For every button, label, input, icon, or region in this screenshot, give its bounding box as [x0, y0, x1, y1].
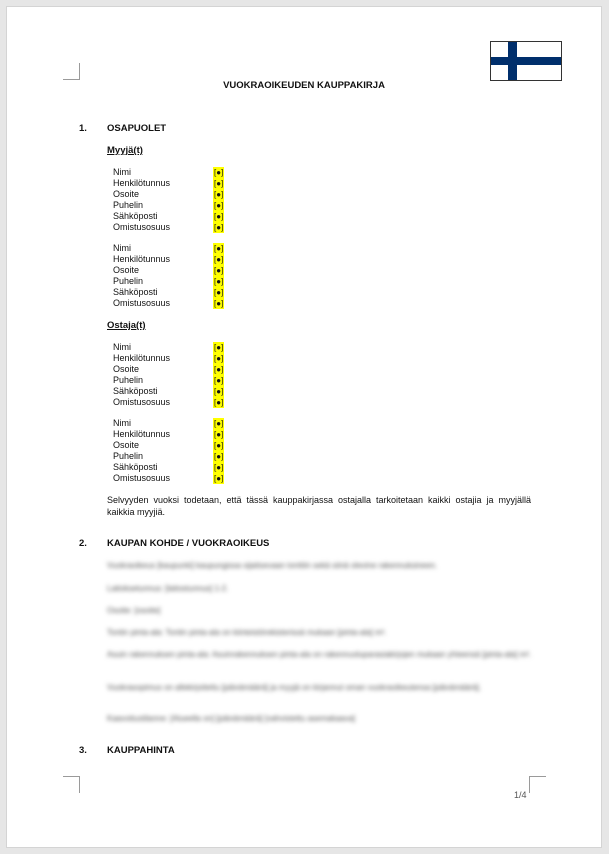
field-label: Osoite — [113, 440, 140, 450]
field-label: Nimi — [113, 418, 131, 428]
blurred-line — [107, 605, 537, 616]
placeholder-value[interactable]: [●] — [214, 277, 224, 286]
field-label: Omistusosuus — [113, 222, 171, 232]
section-title: KAUPPAHINTA — [107, 745, 175, 756]
field-label: Sähköposti — [113, 211, 158, 221]
field-label: Puhelin — [113, 276, 144, 286]
placeholder-value[interactable]: [●] — [214, 179, 224, 188]
section-number: 1. — [79, 123, 87, 134]
section-title: OSAPUOLET — [107, 123, 167, 134]
field-label: Sähköposti — [113, 287, 158, 297]
blurred-text: Kaavoitustilanne: [Alueella on] [päivämäärä] [vahvistettu asemakaava] — [107, 714, 356, 723]
section-number: 3. — [79, 745, 87, 756]
blurred-text: Tontin pinta-ala: Tontin pinta-ala on kiinteistörekisterissä mukaan [pinta-ala] m². — [107, 628, 387, 637]
placeholder-value[interactable]: [●] — [214, 255, 224, 264]
blurred-line — [107, 560, 537, 571]
placeholder-value[interactable]: [●] — [214, 376, 224, 385]
crop-mark-bottom-left — [63, 776, 80, 793]
placeholder-value[interactable]: [●] — [214, 452, 224, 461]
placeholder-value[interactable]: [●] — [214, 430, 224, 439]
placeholder-value[interactable]: [●] — [214, 419, 224, 428]
placeholder-value[interactable]: [●] — [214, 266, 224, 275]
document-page — [7, 7, 601, 847]
blurred-text: Vuokraoikeus [kaupunki] kaupungissa sijaitsevaan tonttiin sekä siinä olevine rakennuksineen. — [107, 561, 438, 570]
field-label: Omistusosuus — [113, 397, 171, 407]
placeholder-value[interactable]: [●] — [214, 288, 224, 297]
placeholder-value[interactable]: [●] — [214, 223, 224, 232]
blurred-text: Laitoksetunnus: [laitostunnus] 1-2. — [107, 584, 229, 593]
placeholder-value[interactable]: [●] — [214, 244, 224, 253]
blurred-line — [107, 627, 537, 638]
sellers-heading: Myyjä(t) — [107, 145, 143, 156]
section-title: KAUPAN KOHDE / VUOKRAOIKEUS — [107, 538, 270, 549]
placeholder-value[interactable]: [●] — [214, 212, 224, 221]
buyers-heading: Ostaja(t) — [107, 320, 146, 331]
section-number: 2. — [79, 538, 87, 549]
field-label: Puhelin — [113, 451, 144, 461]
blurred-line — [107, 583, 537, 594]
placeholder-value[interactable]: [●] — [214, 365, 224, 374]
field-label: Nimi — [113, 167, 131, 177]
placeholder-value[interactable]: [●] — [214, 474, 224, 483]
field-label: Sähköposti — [113, 386, 158, 396]
placeholder-value[interactable]: [●] — [214, 354, 224, 363]
blurred-line — [107, 682, 537, 693]
definition-paragraph: Selvyyden vuoksi todetaan, että tässä kauppakirjassa ostajalla tarkoitetaan kaikki ostajia ja myyjällä kaikkia myyjiä. — [107, 495, 531, 517]
placeholder-value[interactable]: [●] — [214, 168, 224, 177]
field-label: Nimi — [113, 342, 131, 352]
placeholder-value[interactable]: [●] — [214, 299, 224, 308]
crop-mark-top-left — [63, 63, 80, 80]
flag-cross-horizontal — [491, 57, 561, 65]
placeholder-value[interactable]: [●] — [214, 387, 224, 396]
field-label: Osoite — [113, 364, 140, 374]
placeholder-value[interactable]: [●] — [214, 343, 224, 352]
field-label: Henkilötunnus — [113, 429, 171, 439]
blurred-text: Asuin rakennuksen pinta-ala: Asuinrakennuksen pinta-ala on rakennusluparasiakirjojen mukaan yhteensä [pinta-ala] m². — [107, 650, 532, 659]
field-label: Omistusosuus — [113, 473, 171, 483]
field-label: Nimi — [113, 243, 131, 253]
finland-flag-icon — [490, 41, 562, 81]
field-label: Puhelin — [113, 200, 144, 210]
blurred-text: Vuokrasopimus on allekirjoitettu [päivämäärä] ja myyjä on kirjannut oman vuokraoikeutensa [päivämäärä]. — [107, 683, 482, 692]
crop-mark-bottom-right — [529, 776, 546, 793]
field-label: Omistusosuus — [113, 298, 171, 308]
blurred-text: Osoite: [osoite] — [107, 606, 161, 615]
blurred-line — [107, 649, 537, 660]
placeholder-value[interactable]: [●] — [214, 441, 224, 450]
field-label: Osoite — [113, 265, 140, 275]
placeholder-value[interactable]: [●] — [214, 398, 224, 407]
placeholder-value[interactable]: [●] — [214, 190, 224, 199]
field-label: Osoite — [113, 189, 140, 199]
page-number: 1/4 — [514, 790, 527, 800]
placeholder-value[interactable]: [●] — [214, 463, 224, 472]
document-title: VUOKRAOIKEUDEN KAUPPAKIRJA — [223, 80, 385, 91]
placeholder-value[interactable]: [●] — [214, 201, 224, 210]
field-label: Henkilötunnus — [113, 178, 171, 188]
field-label: Puhelin — [113, 375, 144, 385]
field-label: Henkilötunnus — [113, 353, 171, 363]
field-label: Henkilötunnus — [113, 254, 171, 264]
blurred-line — [107, 713, 537, 724]
field-label: Sähköposti — [113, 462, 158, 472]
